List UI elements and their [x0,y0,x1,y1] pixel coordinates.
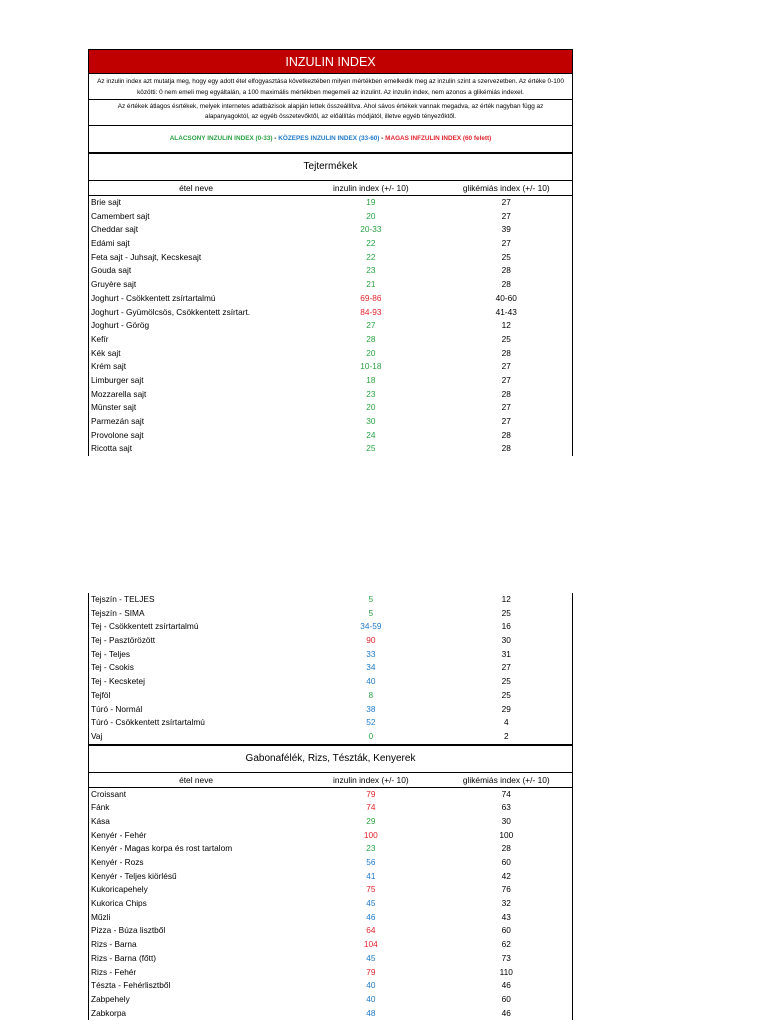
column-header-glycemic: glikémiás index (+/- 10) [462,183,550,193]
table-row [89,703,572,717]
table-row [89,360,572,374]
food-name-cell: Vaj [91,730,103,741]
food-name-cell: Rizs - Barna (főtt) [91,952,157,963]
insulin-index-cell: 104 [363,939,378,950]
table-row [89,264,572,278]
glycemic-index-cell: 16 [501,621,511,632]
insulin-index-cell: 23 [366,388,376,399]
food-name-cell: Túró - Normál [91,703,143,714]
insulin-index-cell: 10-18 [360,361,382,372]
glycemic-index-cell: 25 [501,333,511,344]
column-header-insulin: inzulin index (+/- 10) [333,774,409,785]
table-row [89,661,572,675]
insulin-index-cell: 23 [366,843,376,854]
glycemic-index-cell: 25 [501,689,511,700]
insulin-index-cell: 100 [363,829,378,840]
glycemic-index-cell: 43 [501,911,511,922]
glycemic-index-cell: 63 [501,802,511,813]
table-row [89,333,572,347]
glycemic-index-cell: 74 [501,788,511,799]
insulin-index-cell: 38 [366,703,376,714]
insulin-index-cell: 34-59 [360,621,382,632]
glycemic-index-cell: 2 [503,730,509,741]
legend-separator: - [379,135,386,142]
glycemic-index-cell: 46 [501,1007,511,1018]
table-row [89,292,572,306]
table-row [89,1007,572,1021]
insulin-index-cell: 33 [366,648,376,659]
note-paragraph: Az értékek átlagos ésrtékek, melyek internetes adatbázisok alapján lettek összeállítva. Ahol sávos értékek vannak megadva, az érték nagyban függ az alapanyagoktól, az egyéb összetevőktől, az előállítás módjától, illetve egyéb tényezőktől. [88,100,573,126]
insulin-index-cell: 30 [366,416,376,426]
food-name-cell: Rizs - Barna [91,939,137,950]
food-name-cell: Provolone sajt [91,429,144,440]
insulin-index-cell: 40 [366,980,376,991]
glycemic-index-cell: 76 [501,884,511,895]
section-header-grains [88,745,573,788]
food-name-cell: Műzli [91,911,111,922]
insulin-index-cell: 24 [366,429,376,440]
food-name-cell: Rizs - Fehér [91,966,137,977]
glycemic-index-cell: 27 [501,210,511,221]
food-name-cell: Tejföl [91,689,111,700]
legend-high: MAGAS INFZULIN INDEX (60 felett) [385,135,492,142]
section-header-dairy [88,153,573,196]
food-name-cell: Tej - Csökkentett zsírtartalmú [91,621,199,632]
insulin-index-cell: 20 [366,347,376,358]
table-row [89,388,572,402]
food-name-cell: Camembert sajt [91,210,150,221]
index-legend [88,126,573,153]
table-row [89,593,572,607]
glycemic-index-cell: 30 [501,635,511,646]
page-1 [88,49,573,456]
column-headers [89,180,572,196]
insulin-index-cell: 79 [366,788,376,799]
section-title: Tejtermékek [303,161,358,172]
table-row [89,401,572,415]
glycemic-index-cell: 60 [501,993,511,1004]
table-row [89,306,572,320]
glycemic-index-cell: 40-60 [495,292,517,303]
insulin-index-cell: 25 [366,443,376,454]
table-row [89,829,572,843]
food-name-cell: Joghurt - Görög [91,320,150,331]
insulin-index-cell: 75 [366,884,376,895]
food-name-cell: Kása [91,815,110,826]
glycemic-index-cell: 41-43 [495,306,517,317]
table-row [89,966,572,980]
glycemic-index-cell: 30 [501,815,511,826]
insulin-index-cell: 74 [366,802,376,813]
table-row [89,237,572,251]
table-row [89,911,572,925]
table-row [89,883,572,897]
food-name-cell: Kenyér - Magas korpa és rost tartalom [91,843,233,854]
table-row [89,952,572,966]
insulin-index-cell: 18 [366,374,376,385]
food-name-cell: Krém sajt [91,361,127,372]
food-name-cell: Gouda sajt [91,265,132,276]
glycemic-index-cell: 60 [501,857,511,867]
food-name-cell: Tészta - Fehérlisztből [91,980,171,991]
intro-paragraph: Az inzulin index azt mutatja meg, hogy egy adott étel elfogyasztása következtében milyen mértékben emelkedik meg az inzulin szint a szervezetben. Az értéke 0-100 közötti: 0 nem emeli meg egyáltalán, a 100 maximális mértékben megemeli az inzulint. Az inzulin index, nem azonos a glikémiás indexel. [88,74,573,100]
glycemic-index-cell: 27 [501,416,511,426]
glycemic-index-cell: 27 [501,662,511,673]
insulin-index-cell: 46 [366,911,376,922]
glycemic-index-cell: 28 [501,388,511,399]
food-name-cell: Tej - Teljes [91,648,131,659]
glycemic-index-cell: 28 [501,265,511,276]
insulin-index-cell: 0 [368,730,374,741]
insulin-index-cell: 34 [366,662,376,673]
insulin-index-cell: 20 [366,402,376,413]
insulin-index-cell: 5 [368,607,374,618]
food-name-cell: Tej - Pasztörözött [91,635,156,646]
food-name-cell: Joghurt - Csökkentett zsírtartalmú [91,292,216,303]
insulin-index-cell: 69-86 [360,292,382,303]
food-name-cell: Edámi sajt [91,238,130,249]
food-name-cell: Tejszín - SIMA [91,607,145,618]
table-row [89,979,572,993]
column-header-name: étel neve [179,774,214,785]
column-header-glycemic: glikémiás index (+/- 10) [462,774,550,785]
glycemic-index-cell: 46 [501,980,511,991]
food-name-cell: Tej - Kecsketej [91,676,145,687]
table-row [89,415,572,429]
table-row [89,210,572,224]
table-row [89,815,572,829]
table-row [89,620,572,634]
glycemic-index-cell: 27 [501,374,511,385]
insulin-index-cell: 8 [368,689,374,700]
table-row [89,897,572,911]
glycemic-index-cell: 28 [501,443,511,454]
glycemic-index-cell: 42 [501,870,511,881]
food-name-cell: Mozzarella sajt [91,388,147,399]
insulin-index-cell: 22 [366,238,376,249]
table-body-dairy-continued [88,593,573,745]
table-row [89,938,572,952]
table-row [89,730,572,744]
table-row [89,842,572,856]
legend-separator: - [272,135,279,142]
glycemic-index-cell: 4 [503,717,509,728]
food-name-cell: Limburger sajt [91,374,144,385]
food-name-cell: Kenyér - Fehér [91,829,147,840]
column-header-name: étel neve [179,183,214,193]
insulin-index-cell: 41 [366,870,376,881]
glycemic-index-cell: 32 [501,898,511,909]
food-name-cell: Tejszín - TELJES [91,594,155,604]
table-row [89,196,572,210]
insulin-index-cell: 64 [366,925,376,936]
insulin-index-cell: 27 [366,320,376,331]
table-row [89,924,572,938]
insulin-index-cell: 52 [366,717,376,728]
insulin-index-cell: 20 [366,210,376,221]
page-title: INZULIN INDEX [88,49,573,74]
insulin-index-cell: 84-93 [360,306,382,317]
glycemic-index-cell: 31 [501,648,511,659]
glycemic-index-cell: 25 [501,251,511,262]
food-name-cell: Croissant [91,788,127,799]
insulin-index-cell: 23 [366,265,376,276]
food-name-cell: Kukorica Chips [91,898,147,909]
insulin-index-cell: 22 [366,251,376,262]
glycemic-index-cell: 28 [501,843,511,854]
food-name-cell: Zabkorpa [91,1007,127,1018]
food-name-cell: Kefír [91,333,109,344]
food-name-cell: Kenyér - Rozs [91,857,144,867]
food-name-cell: Ricotta sajt [91,443,133,454]
food-name-cell: Parmezán sajt [91,416,145,426]
glycemic-index-cell: 27 [501,197,511,207]
food-name-cell: Túró - Csökkentett zsírtartalmú [91,717,205,728]
food-name-cell: Fánk [91,802,110,813]
table-body-dairy [88,196,573,456]
table-row [89,689,572,703]
table-row [89,856,572,870]
table-row [89,347,572,361]
insulin-index-cell: 56 [366,857,376,867]
glycemic-index-cell: 73 [501,952,511,963]
food-name-cell: Kék sajt [91,347,121,358]
food-name-cell: Tej - Csokis [91,662,134,673]
glycemic-index-cell: 27 [501,361,511,372]
glycemic-index-cell: 62 [501,939,511,950]
food-name-cell: Münster sajt [91,402,137,413]
legend-low: ALACSONY INZULIN INDEX (0-33) [169,135,273,142]
glycemic-index-cell: 25 [501,676,511,687]
glycemic-index-cell: 60 [501,925,511,936]
table-row [89,993,572,1007]
food-name-cell: Kenyér - Teljes kiörlésű [91,870,177,881]
food-name-cell: Gruyère sajt [91,279,137,290]
page-2 [88,593,573,1020]
insulin-index-cell: 40 [366,676,376,687]
table-row [89,675,572,689]
insulin-index-cell: 90 [366,635,376,646]
food-name-cell: Feta sajt - Juhsajt, Kecskesajt [91,251,202,262]
column-headers [89,772,572,788]
glycemic-index-cell: 27 [501,238,511,249]
food-name-cell: Joghurt - Gyümölcsös, Csökkentett zsírtart. [91,306,251,317]
glycemic-index-cell: 29 [501,703,511,714]
table-row [89,870,572,884]
insulin-index-cell: 48 [366,1007,376,1018]
insulin-index-cell: 5 [368,594,374,604]
table-row [89,319,572,333]
table-body-grains [88,788,573,1021]
table-row [89,251,572,265]
insulin-index-cell: 19 [366,197,376,207]
glycemic-index-cell: 39 [501,224,511,235]
insulin-index-cell: 28 [366,333,376,344]
table-row [89,442,572,456]
food-name-cell: Brie sajt [91,197,121,207]
glycemic-index-cell: 28 [501,279,511,290]
table-row [89,716,572,730]
food-name-cell: Pizza - Búza lisztből [91,925,166,936]
food-name-cell: Cheddar sajt [91,224,139,235]
table-row [89,607,572,621]
legend-mid: KÖZEPES INZULIN INDEX (33-60) [278,135,380,142]
table-row [89,278,572,292]
section-title: Gabonafélék, Rizs, Tészták, Kenyerek [245,752,416,764]
glycemic-index-cell: 27 [501,402,511,413]
glycemic-index-cell: 25 [501,607,511,618]
table-row [89,223,572,237]
table-row [89,634,572,648]
table-row [89,801,572,815]
insulin-index-cell: 45 [366,898,376,909]
table-row [89,648,572,662]
glycemic-index-cell: 28 [501,429,511,440]
glycemic-index-cell: 12 [501,320,511,331]
insulin-index-cell: 20-33 [360,224,382,235]
table-row [89,788,572,802]
insulin-index-cell: 40 [366,993,376,1004]
glycemic-index-cell: 110 [499,966,513,977]
insulin-index-cell: 29 [366,815,376,826]
glycemic-index-cell: 12 [501,594,511,604]
insulin-index-cell: 79 [366,966,376,977]
insulin-index-cell: 45 [366,952,376,963]
food-name-cell: Kukoricapehely [91,884,148,895]
table-row [89,374,572,388]
column-header-insulin: inzulin index (+/- 10) [333,183,409,193]
food-name-cell: Zabpehely [91,993,130,1004]
glycemic-index-cell: 100 [499,829,514,840]
glycemic-index-cell: 28 [501,347,511,358]
insulin-index-cell: 21 [366,279,376,290]
table-row [89,429,572,443]
